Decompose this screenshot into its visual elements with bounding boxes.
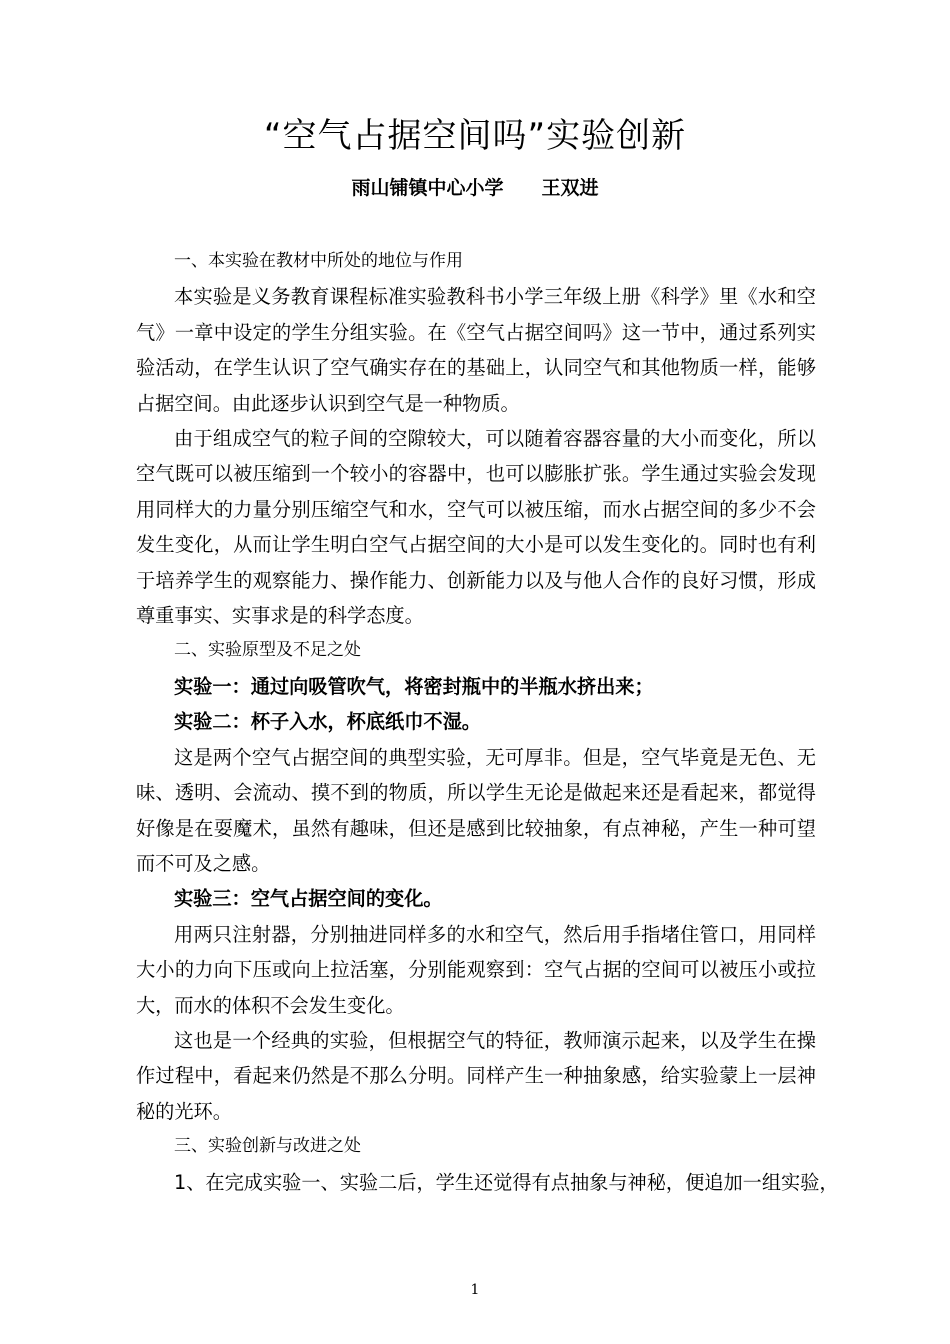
paragraph: 这是两个空气占据空间的典型实验，无可厚非。但是，空气毕竟是无色、无味、透明、会流动、摸不到的物质，所以学生无论是做起来还是看起来，都觉得好像是在耍魔术，虽然有趣味，但还是感到比较抽象，有点神秘，产生一种可望而不可及之感。	[136, 745, 816, 875]
document-title: “空气占据空间吗”实验创新	[263, 116, 687, 156]
document-body	[136, 244, 839, 1200]
page-number: 1	[470, 1282, 480, 1298]
experiment-label: 实验三：空气占据空间的变化。	[174, 887, 443, 911]
paragraph: 1、在完成实验一、实验二后，学生还觉得有点抽象与神秘，便追加一组实验，	[174, 1170, 839, 1194]
author-name: 王双进	[541, 177, 599, 199]
section-heading: 三、实验创新与改进之处	[174, 1136, 361, 1157]
section-heading: 一、本实验在教材中所处的地位与作用	[174, 251, 463, 271]
experiment-label: 实验一：通过向吸管吹气，将密封瓶中的半瓶水挤出来；	[174, 674, 654, 698]
paragraph: 用两只注射器，分别抽进同样多的水和空气，然后用手指堵住管口，用同样大小的力向下压或向上拉活塞，分别能观察到：空气占据的空间可以被压小或拉大，而水的体积不会发生变化。	[136, 922, 816, 1017]
byline	[0, 174, 950, 202]
paragraph: 本实验是义务教育课程标准实验教科书小学三年级上册《科学》里《水和空气》一章中设定的学生分组实验。在《空气占据空间吗》这一节中，通过系列实验活动，在学生认识了空气确实存在的基础上，认同空气和其他物质一样，能够占据空间。由此逐步认识到空气是一种物质。	[136, 285, 816, 415]
section-heading: 二、实验原型及不足之处	[174, 640, 361, 661]
paragraph: 这也是一个经典的实验，但根据空气的特征，教师演示起来，以及学生在操作过程中，看起来仍然是不那么分明。同样产生一种抽象感，给实验蒙上一层神秘的光环。	[136, 1028, 816, 1123]
school-name: 雨山铺镇中心小学	[351, 177, 504, 199]
paragraph: 由于组成空气的粒子间的空隙较大，可以随着容器容量的大小而变化，所以空气既可以被压缩到一个较小的容器中，也可以膨胀扩张。学生通过实验会发现用同样大的力量分别压缩空气和水，空气可以被压缩，而水占据空间的多少不会发生变化，从而让学生明白空气占据空间的大小是可以发生变化的。同时也有利于培养学生的观察能力、操作能力、创新能力以及与他人合作的良好习惯，形成尊重事实、实事求是的科学态度。	[136, 427, 816, 628]
experiment-label: 实验二：杯子入水，杯底纸巾不湿。	[174, 710, 481, 734]
